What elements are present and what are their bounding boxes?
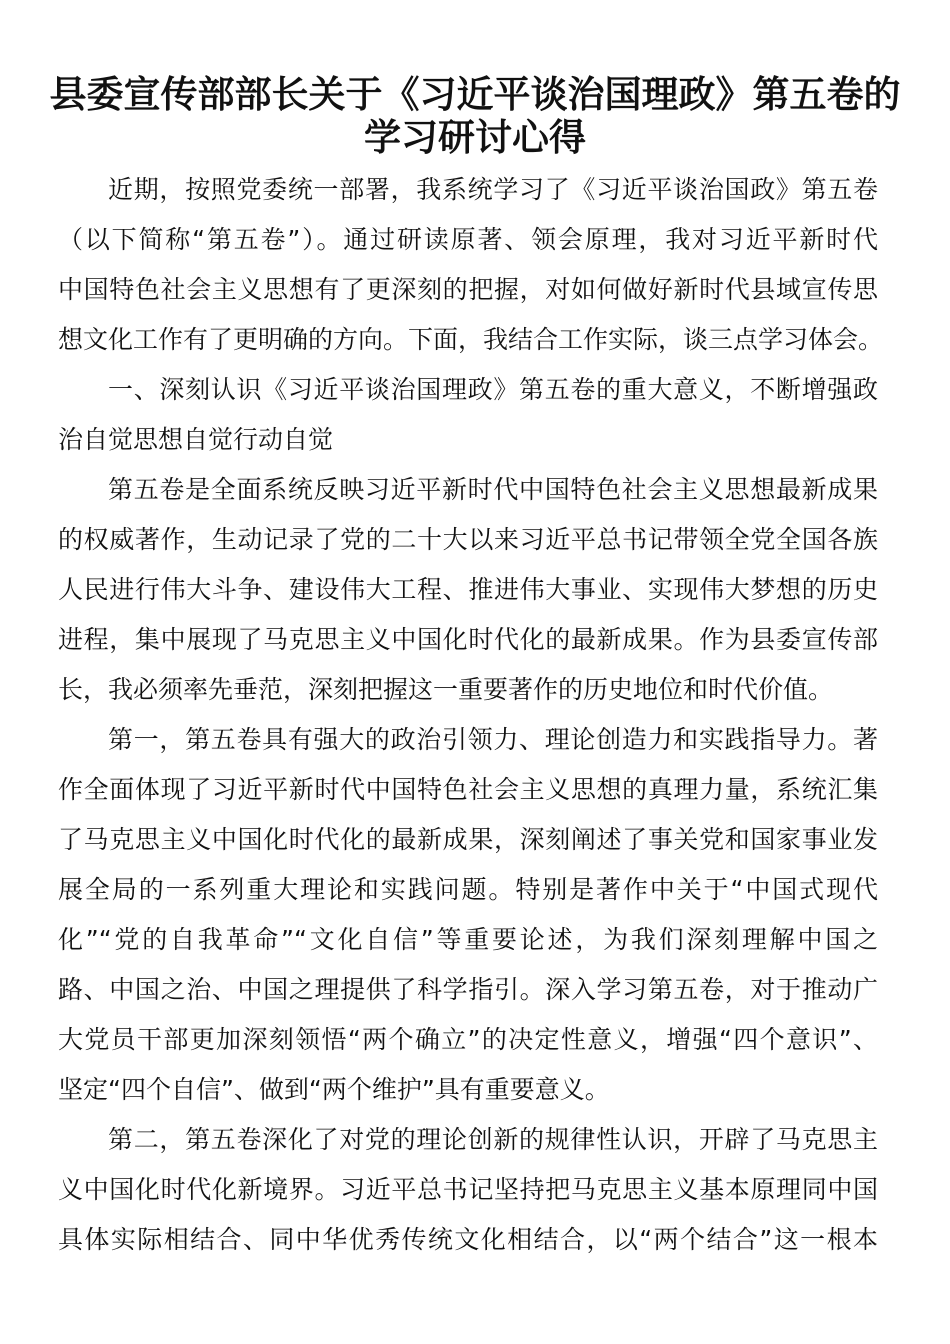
text-line: 一、深刻认识《习近平谈治国理政》第五卷的重大意义，不断增强政 bbox=[108, 375, 878, 404]
text-line: 坚定“四个自信”、做到“两个维护”具有重要意义。 bbox=[58, 1075, 610, 1104]
text-line: （以下简称“第五卷”）。通过研读原著、领会原理，我对习近平新时代 bbox=[58, 225, 878, 254]
paragraph bbox=[58, 715, 878, 1115]
text-line: 义中国化时代化新境界。习近平总书记坚持把马克思主义基本原理同中国 bbox=[58, 1175, 878, 1204]
text-line: 人民进行伟大斗争、建设伟大工程、推进伟大事业、实现伟大梦想的历史 bbox=[58, 575, 878, 604]
text-line: 大党员干部更加深刻领悟“两个确立”的决定性意义，增强“四个意识”、 bbox=[58, 1025, 878, 1054]
text-line: 近期，按照党委统一部署，我系统学习了《习近平谈治国政》第五卷 bbox=[108, 175, 878, 204]
document-body bbox=[58, 165, 884, 1265]
text-line: 进程，集中展现了马克思主义中国化时代化的最新成果。作为县委宣传部 bbox=[58, 625, 878, 654]
text-line: 路、中国之治、中国之理提供了科学指引。深入学习第五卷，对于推动广 bbox=[58, 975, 878, 1004]
document-title-line-2: 学习研讨心得 bbox=[364, 116, 586, 159]
paragraph bbox=[58, 365, 878, 465]
text-line: 想文化工作有了更明确的方向。下面，我结合工作实际，谈三点学习体会。 bbox=[58, 325, 884, 354]
text-line: 第五卷是全面系统反映习近平新时代中国特色社会主义思想最新成果 bbox=[108, 475, 878, 504]
paragraph bbox=[58, 465, 878, 715]
text-line: 治自觉思想自觉行动自觉 bbox=[58, 425, 334, 454]
text-line: 中国特色社会主义思想有了更深刻的把握，对如何做好新时代县域宣传思 bbox=[58, 275, 878, 304]
text-line: 展全局的一系列重大理论和实践问题。特别是著作中关于“中国式现代 bbox=[58, 875, 878, 904]
text-line: 第二，第五卷深化了对党的理论创新的规律性认识，开辟了马克思主 bbox=[108, 1125, 878, 1154]
text-line: 具体实际相结合、同中华优秀传统文化相结合，以“两个结合”这一根本 bbox=[58, 1225, 878, 1254]
text-line: 作全面体现了习近平新时代中国特色社会主义思想的真理力量，系统汇集 bbox=[58, 775, 878, 804]
text-line: 的权威著作，生动记录了党的二十大以来习近平总书记带领全党全国各族 bbox=[58, 525, 878, 554]
text-line: 长，我必须率先垂范，深刻把握这一重要著作的历史地位和时代价值。 bbox=[58, 675, 834, 704]
paragraph bbox=[58, 1115, 878, 1265]
document-title-line-1: 县委宣传部部长关于《习近平谈治国理政》第五卷的 bbox=[49, 73, 901, 116]
text-line: 了马克思主义中国化时代化的最新成果，深刻阐述了事关党和国家事业发 bbox=[58, 825, 878, 854]
text-line: 第一，第五卷具有强大的政治引领力、理论创造力和实践指导力。著 bbox=[108, 725, 878, 754]
paragraph bbox=[58, 165, 884, 365]
text-line: 化”“党的自我革命”“文化自信”等重要论述，为我们深刻理解中国之 bbox=[58, 925, 878, 954]
